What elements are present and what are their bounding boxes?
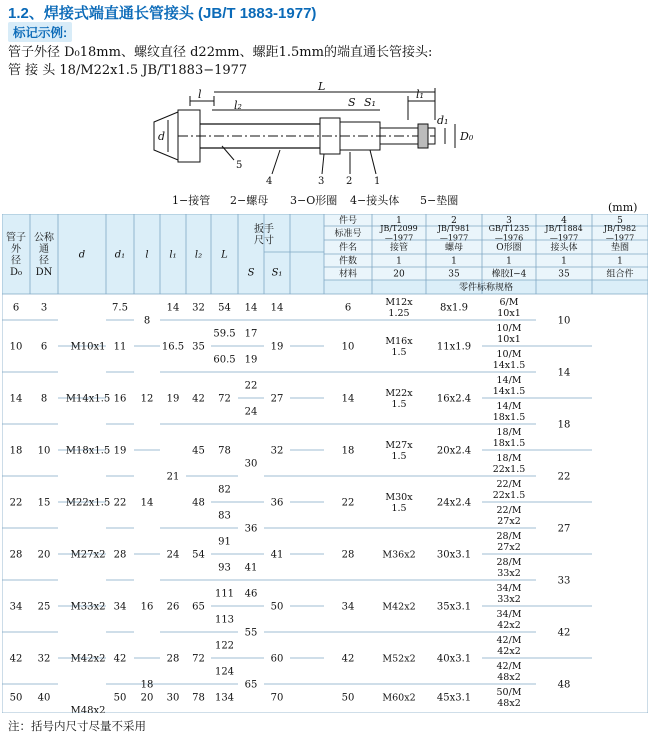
table-cell: 36 <box>270 497 284 509</box>
table-cell: 41 <box>244 562 258 574</box>
table-cell: 14 <box>166 302 180 314</box>
table-cell: 78 <box>218 445 231 457</box>
table-cell: 10 <box>37 445 51 457</box>
table-cell: 28 <box>113 549 127 561</box>
table-cell: 18 <box>557 419 571 431</box>
table-cell: 50 <box>113 692 127 704</box>
table-cell: 42 <box>9 653 23 665</box>
table-cell: 78 <box>192 692 205 704</box>
table-cell: 18 <box>9 445 23 457</box>
part-std: JB/T981 <box>437 224 471 234</box>
table-cell: 14 <box>9 393 23 405</box>
table-cell: M42x2 <box>70 653 106 665</box>
spec-cell: M36x2 <box>382 549 416 561</box>
dim-l1: l₁ <box>416 88 424 101</box>
table-cell: 42 <box>192 393 205 405</box>
table-cell: 16x2.4 <box>436 393 472 405</box>
callout-1: 1 <box>374 176 381 187</box>
dimension-table <box>2 214 648 713</box>
dim-d: d <box>158 130 166 143</box>
spec-cell: 22/M <box>496 478 522 490</box>
table-cell: 113 <box>214 614 235 626</box>
dim-d1: d₁ <box>437 114 449 127</box>
part-std: JB/T982 <box>603 224 637 234</box>
part-count: 1 <box>396 256 402 267</box>
spec-cell: 28/M <box>496 530 522 542</box>
part-count: 1 <box>561 256 567 267</box>
table-cell: 14 <box>270 302 284 314</box>
table-cell: 19 <box>113 445 127 457</box>
header-d1: d₁ <box>114 249 126 261</box>
table-cell: 83 <box>218 510 231 522</box>
header-d0: 径 <box>11 255 21 267</box>
spec-cell: 14x1.5 <box>492 385 526 397</box>
table-cell: 18 <box>341 445 355 457</box>
spec-cell: 14/M <box>496 374 522 386</box>
header-l2: l₂ <box>194 249 203 261</box>
spec-cell: M42x2 <box>382 601 416 613</box>
table-cell: 122 <box>214 640 235 652</box>
table-cell: 26 <box>166 601 180 613</box>
table-cell: M22x1.5 <box>65 497 111 509</box>
part-std: —1977 <box>439 233 469 243</box>
table-cell: 93 <box>218 562 231 574</box>
table-cell: 35 <box>192 341 205 353</box>
table-cell: 60 <box>270 653 284 665</box>
dim-S1: S₁ <box>364 96 376 109</box>
table-cell: 19 <box>270 341 284 353</box>
spec-cell: 22x1.5 <box>492 489 526 501</box>
header-parts-spec: 零件标称规格 <box>458 283 514 294</box>
part-material: 20 <box>393 269 405 280</box>
header-l1: l₁ <box>169 249 177 261</box>
spec-cell: 10/M <box>496 322 522 334</box>
spec-cell: 42x2 <box>497 645 521 657</box>
spec-cell: 22/M <box>496 504 522 516</box>
table-cell: 3 <box>40 302 48 314</box>
part-count: 1 <box>506 256 512 267</box>
spec-cell: 10x1 <box>497 307 521 319</box>
table-cell: 70 <box>270 692 284 704</box>
spec-cell: M52x2 <box>382 653 416 665</box>
part-count: 1 <box>451 256 457 267</box>
table-cell: M10x1 <box>70 341 106 353</box>
table-cell: 16.5 <box>161 341 185 353</box>
header-L: L <box>221 249 228 261</box>
table-cell: M48x2 <box>70 705 106 713</box>
table-cell: 28 <box>341 549 355 561</box>
table-cell: 40x3.1 <box>436 653 472 665</box>
dim-D0: D₀ <box>460 130 474 143</box>
header-dn: 公称 <box>34 232 54 244</box>
part-std: JB/T2099 <box>380 224 418 234</box>
callout-2: 2 <box>346 176 353 187</box>
part-material: 35 <box>448 269 460 280</box>
table-cell: 18 <box>140 679 154 691</box>
table-cell: 22 <box>557 471 571 483</box>
table-cell: 22 <box>9 497 23 509</box>
table-cell: 46 <box>244 588 258 600</box>
table-cell: 25 <box>37 601 51 613</box>
callout-5: 5 <box>236 160 243 171</box>
spec-cell: 14x1.5 <box>492 359 526 371</box>
part-std: GB/T1235 <box>488 224 530 234</box>
spec-cell: 18x1.5 <box>492 437 526 449</box>
table-cell: 20 <box>140 692 154 704</box>
header-dn: DN <box>35 266 53 278</box>
table-cell: 22 <box>244 380 258 392</box>
spec-cell: 48x2 <box>497 671 521 683</box>
callout-3: 3 <box>318 176 325 187</box>
table-cell: 42 <box>557 627 571 639</box>
table-cell: 50 <box>270 601 284 613</box>
header-dn: 径 <box>39 255 49 267</box>
header-d: d <box>78 249 86 261</box>
table-cell: 28 <box>166 653 180 665</box>
table-cell: 16 <box>113 393 127 405</box>
table-cell: 22 <box>341 497 355 509</box>
table-cell: 34 <box>341 601 355 613</box>
table-cell: 8 <box>40 393 48 405</box>
table-cell: 34 <box>9 601 23 613</box>
table-cell: 65 <box>192 601 205 613</box>
table-cell: 42 <box>341 653 355 665</box>
table-cell: 54 <box>192 549 205 561</box>
example-badge: 标记示例: <box>8 22 72 42</box>
part-count: 1 <box>617 256 623 267</box>
table-cell: 24x2.4 <box>436 497 472 509</box>
spec-cell: M60x2 <box>382 692 416 704</box>
part-name: 螺母 <box>444 243 464 254</box>
table-cell: 11 <box>113 341 127 353</box>
table-cell: 60.5 <box>213 354 236 366</box>
spec-cell: M12x <box>385 296 413 308</box>
table-cell: 82 <box>218 484 231 496</box>
example-marking: 管 接 头 18/M22x1.5 JB/T1883−1977 <box>8 63 248 78</box>
table-cell: 50 <box>341 692 355 704</box>
table-cell: 14 <box>244 302 258 314</box>
part-std: —1977 <box>384 233 414 243</box>
table-cell: 48 <box>192 497 205 509</box>
table-cell: 17 <box>244 328 258 340</box>
table-cell: 41 <box>270 549 284 561</box>
weld-end <box>418 124 428 148</box>
table-cell: 24 <box>244 406 258 418</box>
table-cell: 65 <box>244 679 258 691</box>
spec-cell: 1.25 <box>388 307 410 319</box>
legend-1: 1−接管 <box>172 194 211 207</box>
table-cell: 42 <box>113 653 127 665</box>
part-name: O形圈 <box>496 243 522 254</box>
table-cell: 59.5 <box>213 328 236 340</box>
dim-L: L <box>318 80 326 93</box>
header-d0: D₀ <box>9 266 23 278</box>
table-cell: 28 <box>9 549 23 561</box>
table-cell: 35x3.1 <box>436 601 472 613</box>
part-material: 组合件 <box>606 269 634 280</box>
spec-cell: 42/M <box>496 660 522 672</box>
part-name: 接头体 <box>550 243 578 254</box>
table-cell: 50 <box>9 692 23 704</box>
spec-cell: 1.5 <box>391 398 407 410</box>
header-S: S <box>247 267 255 279</box>
header-d0: 外 <box>11 243 21 255</box>
table-cell: 22 <box>113 497 127 509</box>
header-d0: 管子 <box>6 232 26 244</box>
header-dn: 通 <box>39 243 49 255</box>
legend-4: 4−接头体 <box>350 194 400 207</box>
spec-cell: 1.5 <box>391 502 407 514</box>
table-cell: 30x3.1 <box>436 549 472 561</box>
table-cell: 54 <box>218 302 231 314</box>
part-std: —1977 <box>549 233 579 243</box>
table-cell: 111 <box>214 588 235 600</box>
table-cell: 27 <box>557 523 571 535</box>
table-cell: 20 <box>37 549 51 561</box>
header-name: 件名 <box>338 243 358 254</box>
table-cell: 30 <box>244 458 258 470</box>
dim-S: S <box>348 96 356 109</box>
spec-cell: 6/M <box>499 296 519 308</box>
table-cell: 45x3.1 <box>436 692 472 704</box>
table-cell: 24 <box>166 549 180 561</box>
part-no: 4 <box>561 216 567 227</box>
spec-cell: 33x2 <box>497 593 521 605</box>
table-cell: 19 <box>244 354 258 366</box>
spec-cell: 22x1.5 <box>492 463 526 475</box>
table-cell: M14x1.5 <box>65 393 111 405</box>
spec-cell: 34/M <box>496 608 522 620</box>
spec-cell: 27x2 <box>497 515 521 527</box>
part-std: —1977 <box>605 233 635 243</box>
legend-2: 2−螺母 <box>230 194 269 207</box>
legend-5: 5−垫圈 <box>420 194 459 207</box>
spec-cell: 33x2 <box>497 567 521 579</box>
spec-cell: M30x <box>385 491 413 503</box>
table-cell: 6 <box>344 302 352 314</box>
part-std: JB/T1884 <box>545 224 583 234</box>
header-S1: S₁ <box>271 267 283 279</box>
header-material: 材料 <box>338 269 358 280</box>
table-cell: 7.5 <box>112 302 128 314</box>
table-cell: 36 <box>244 523 258 535</box>
table-cell: 6 <box>12 302 20 314</box>
table-cell: 32 <box>37 653 51 665</box>
table-cell: 32 <box>192 302 205 314</box>
spec-cell: 18/M <box>496 452 522 464</box>
table-cell: 10 <box>557 315 571 327</box>
table-cell: 27 <box>270 393 284 405</box>
table-cell: M33x2 <box>70 601 106 613</box>
spec-cell: 18x1.5 <box>492 411 526 423</box>
part-material: 橡胶I−4 <box>491 269 527 280</box>
table-cell: 124 <box>214 666 235 678</box>
footnote: 注：括号内尺寸尽量不采用 <box>8 719 146 733</box>
dim-l2: l₂ <box>234 99 242 112</box>
table-cell: 10 <box>341 341 355 353</box>
header-part-no: 件号 <box>338 216 358 227</box>
table-cell: 10 <box>9 341 23 353</box>
table-cell: 6 <box>40 341 48 353</box>
table-cell: 33 <box>557 575 571 587</box>
table-cell: 32 <box>270 445 284 457</box>
dim-l: l <box>198 88 202 101</box>
table-cell: 16 <box>140 601 154 613</box>
spec-cell: 34/M <box>496 582 522 594</box>
unit-label: (mm) <box>608 201 638 214</box>
part-material: 35 <box>558 269 570 280</box>
spec-cell: 50/M <box>496 686 522 698</box>
spec-cell: 28/M <box>496 556 522 568</box>
table-cell: 21 <box>166 471 180 483</box>
part-name: 接管 <box>389 243 409 254</box>
table-cell: 8x1.9 <box>440 302 468 314</box>
callout-4: 4 <box>266 176 273 187</box>
spec-cell: 48x2 <box>497 697 521 709</box>
table-cell: 14 <box>557 367 571 379</box>
part-name: 垫圈 <box>610 243 630 254</box>
table-cell: 91 <box>218 536 231 548</box>
fitting-drawing <box>150 80 500 210</box>
table-cell: 72 <box>192 653 205 665</box>
table-cell: 12 <box>140 393 154 405</box>
spec-cell: 10x1 <box>497 333 521 345</box>
table-cell: 14 <box>341 393 355 405</box>
table-cell: M27x2 <box>70 549 106 561</box>
table-cell: 19 <box>166 393 180 405</box>
spec-cell: 42x2 <box>497 619 521 631</box>
part-no: 2 <box>451 216 457 227</box>
part-no: 5 <box>617 216 623 227</box>
example-description: 管子外径 D₀18mm、螺纹直径 d22mm、螺距1.5mm的端直通长管接头: <box>8 45 433 60</box>
spec-cell: 10/M <box>496 348 522 360</box>
spec-cell: 14/M <box>496 400 522 412</box>
header-wrench: 扳手 <box>254 223 274 235</box>
spec-cell: 27x2 <box>497 541 521 553</box>
table-cell: 14 <box>140 497 154 509</box>
spec-cell: M27x <box>385 439 413 451</box>
table-cell: 20x2.4 <box>436 445 472 457</box>
header-std: 标准号 <box>334 229 362 240</box>
spec-cell: 1.5 <box>391 346 407 358</box>
spec-cell: 1.5 <box>391 450 407 462</box>
spec-cell: M22x <box>385 387 413 399</box>
spec-cell: 18/M <box>496 426 522 438</box>
table-cell: 11x1.9 <box>436 341 472 353</box>
table-cell: 34 <box>113 601 127 613</box>
table-cell: 8 <box>143 315 151 327</box>
part-no: 3 <box>506 216 512 227</box>
table-cell: 48 <box>557 679 571 691</box>
table-cell: 30 <box>166 692 180 704</box>
table-cell: 55 <box>244 627 258 639</box>
header-l: l <box>145 249 149 261</box>
page-title: 1.2、焊接式端直通长管接头 (JB/T 1883-1977) <box>8 5 317 22</box>
header-count: 件数 <box>338 256 358 267</box>
table-cell: 45 <box>192 445 205 457</box>
table-cell: 72 <box>218 393 231 405</box>
header-wrench: 尺寸 <box>254 235 274 247</box>
table-cell: 15 <box>37 497 51 509</box>
part-no: 1 <box>396 216 402 227</box>
table-cell: 134 <box>214 692 235 704</box>
part-std: —1976 <box>494 233 524 243</box>
spec-cell: 42/M <box>496 634 522 646</box>
table-cell: 40 <box>37 692 51 704</box>
legend-3: 3−O形圈 <box>290 194 338 207</box>
table-cell: M18x1.5 <box>65 445 111 457</box>
spec-cell: M16x <box>385 335 413 347</box>
